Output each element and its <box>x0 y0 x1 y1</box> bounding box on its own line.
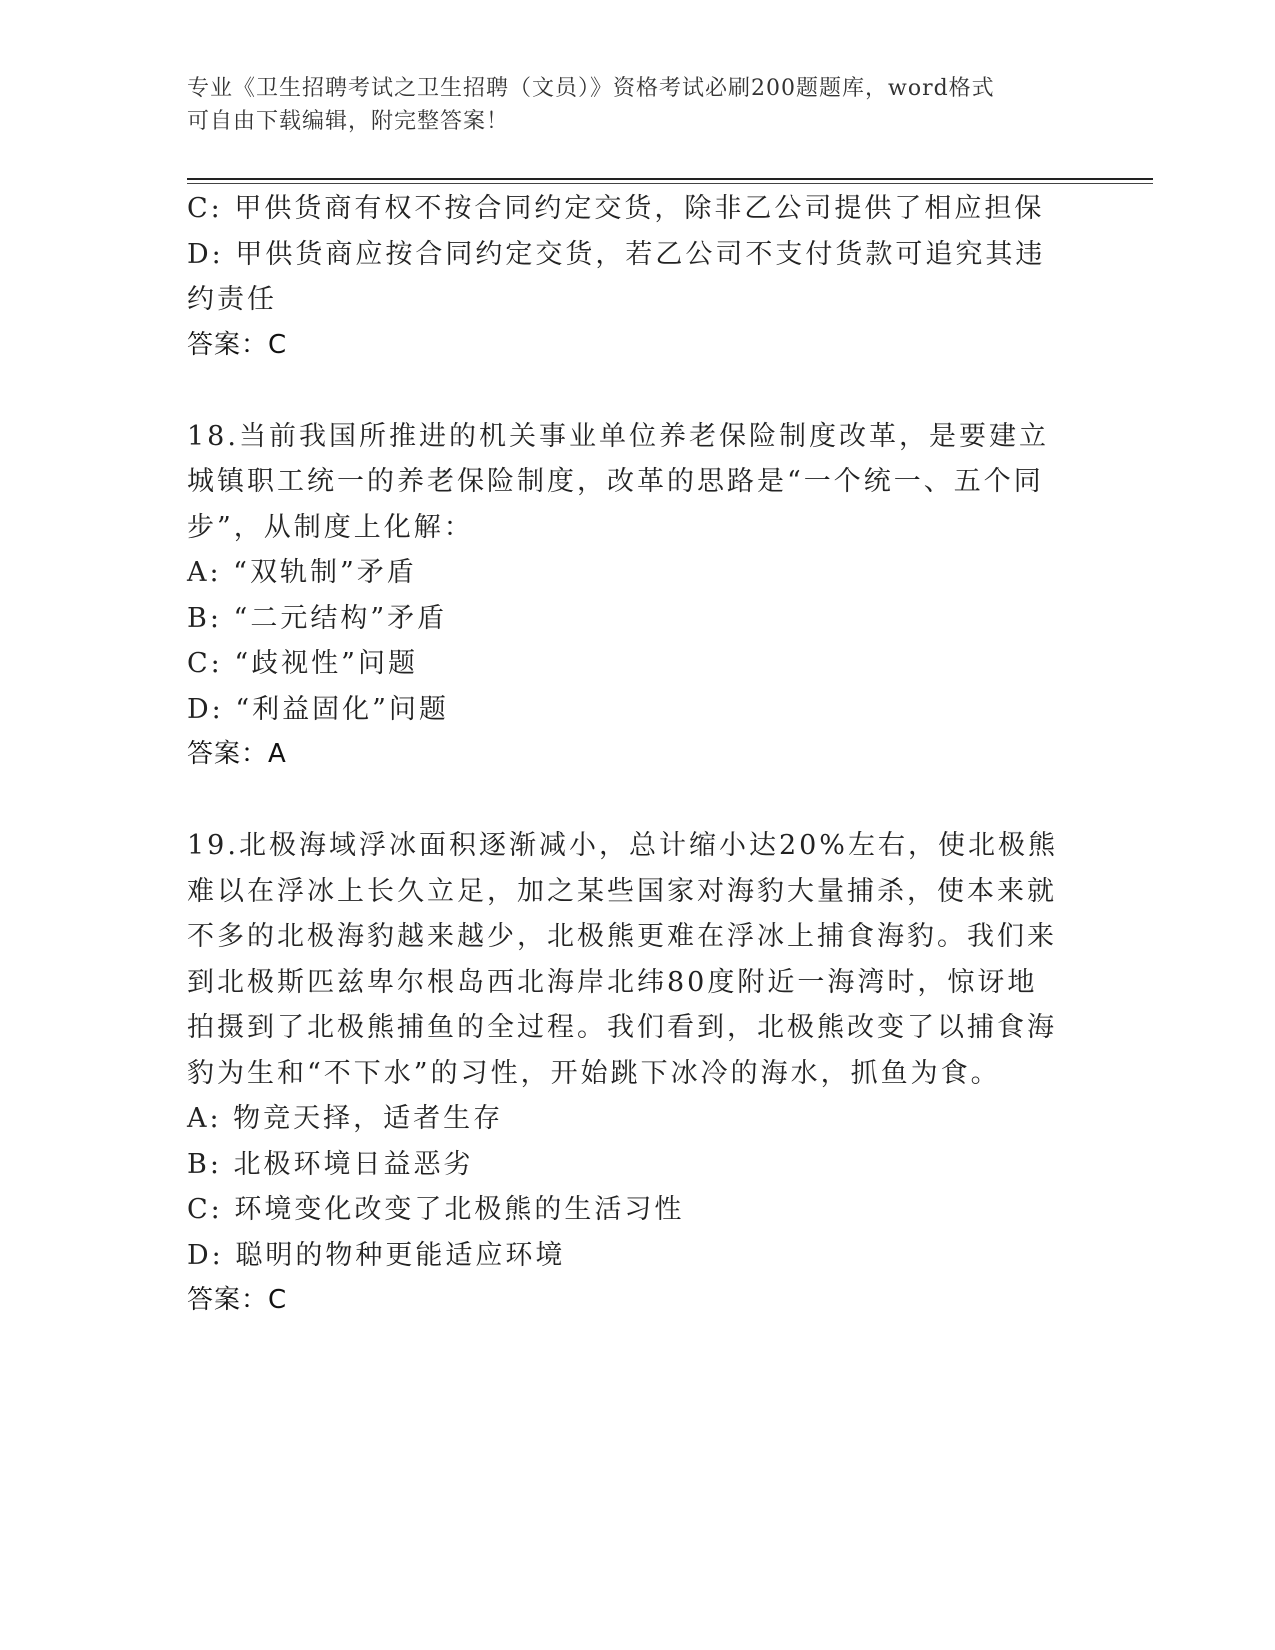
header-title-line-2: 可自由下载编辑，附完整答案！ <box>187 109 510 134</box>
header-divider-thin <box>187 183 1153 184</box>
q18-question-text: 18.当前我国所推进的机关事业单位养老保险制度改革，是要建立城镇职工统一的养老保险制度，改革的思路是“一个统一、五个同步”，从制度上化解： <box>187 420 1049 543</box>
q19-option-a: A: 物竞天择，适者生存 <box>187 1103 504 1134</box>
q19-option-b: B: 北极环境日益恶劣 <box>187 1148 474 1180</box>
q17-option-d: D: 甲供货商应按合同约定交货，若乙公司不支付货款可追究其违约责任 <box>187 238 1046 315</box>
question-18 <box>187 414 1067 778</box>
document-body <box>187 186 1067 1324</box>
q17-option-c: C: 甲供货商有权不按合同约定交货，除非乙公司提供了相应担保 <box>187 193 1045 224</box>
q19-question-text: 19.北极海域浮冰面积逐渐减小，总计缩小达20%左右，使北极熊难以在浮冰上长久立足，加之某些国家对海豹大量捕杀，使本来就不多的北极海豹越来越少，北极熊更难在浮冰上捕食海豹。我们来到北极斯匹兹卑尔根岛西北海岸北纬80度附近一海湾时，惊讶地拍摄到了北极熊捕鱼的全过程。我们看到，北极熊改变了以捕食海豹为生和“不下水”的习性，开始跳下冰冷的海水，抓鱼为食。 <box>187 830 1058 1089</box>
document-header <box>187 72 1087 138</box>
q18-option-a: A: “双轨制”矛盾 <box>187 557 417 588</box>
q19-answer: 答案：C <box>187 1285 288 1315</box>
q19-option-c: C: 环境变化改变了北极熊的生活习性 <box>187 1194 685 1225</box>
q18-answer: 答案：A <box>187 739 287 769</box>
header-title-line-1: 专业《卫生招聘考试之卫生招聘（文员）》资格考试必刷200题题库，word格式 <box>187 76 995 101</box>
q18-option-b: B: “二元结构”矛盾 <box>187 602 448 634</box>
q17-answer: 答案：C <box>187 329 288 360</box>
question-19 <box>187 823 1067 1324</box>
q18-option-c: C: “歧视性”问题 <box>187 648 418 679</box>
q18-option-d: D: “利益固化”问题 <box>187 693 449 725</box>
q19-option-d: D: 聪明的物种更能适应环境 <box>187 1239 566 1271</box>
header-divider-thick <box>187 178 1153 180</box>
question-17-tail <box>187 186 1067 368</box>
spacer <box>187 368 1067 414</box>
spacer <box>187 778 1067 824</box>
